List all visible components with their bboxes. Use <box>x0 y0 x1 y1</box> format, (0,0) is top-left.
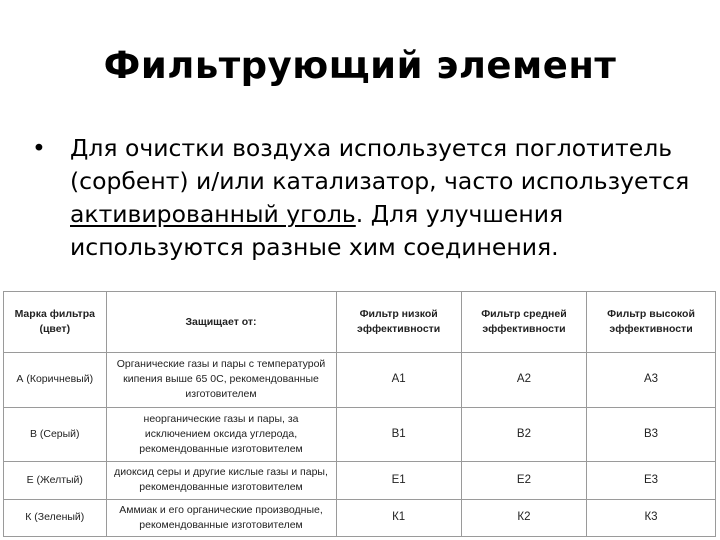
cell-low: А1 <box>336 353 461 408</box>
slide-title: Фильтрующий элемент <box>103 44 617 87</box>
bullet-text-end: . Для улучшения используются разные хим соединения. <box>70 200 564 261</box>
cell-protects: диоксид серы и другие кислые газы и пары, рекомендованные изготовителем <box>106 462 336 499</box>
cell-high: К3 <box>587 499 716 537</box>
cell-mark: В (Серый) <box>4 407 107 462</box>
table-row <box>4 353 716 408</box>
bullet-text-underlined: активированный уголь <box>70 200 356 228</box>
cell-protects: неорганические газы и пары, за исключением оксида углерода, рекомендованные изготовителем <box>106 407 336 462</box>
filter-table <box>3 291 716 537</box>
cell-high: А3 <box>587 353 716 408</box>
header-high: Фильтр высокой эффективности <box>587 292 716 353</box>
cell-low: Е1 <box>336 462 461 499</box>
filter-table-wrapper <box>3 291 716 537</box>
cell-mid: А2 <box>461 353 586 408</box>
table-row <box>4 499 716 537</box>
cell-low: К1 <box>336 499 461 537</box>
table-header-row <box>4 292 716 353</box>
cell-high: Е3 <box>587 462 716 499</box>
bullet-text <box>70 132 720 264</box>
cell-mark: А (Коричневый) <box>4 353 107 408</box>
header-mark: Марка фильтра (цвет) <box>4 292 107 353</box>
cell-mark: Е (Желтый) <box>4 462 107 499</box>
cell-mid: Е2 <box>461 462 586 499</box>
header-low: Фильтр низкой эффективности <box>336 292 461 353</box>
cell-mid: К2 <box>461 499 586 537</box>
cell-mark: К (Зеленый) <box>4 499 107 537</box>
cell-protects: Органические газы и пары с температурой кипения выше 65 0С, рекомендованные изготовителем <box>106 353 336 408</box>
table-row <box>4 462 716 499</box>
header-mid: Фильтр средней эффективности <box>461 292 586 353</box>
header-protects: Защищает от: <box>106 292 336 353</box>
cell-mid: В2 <box>461 407 586 462</box>
cell-protects: Аммиак и его органические производные, рекомендованные изготовителем <box>106 499 336 537</box>
cell-high: В3 <box>587 407 716 462</box>
bullet-text-start: Для очистки воздуха используется поглотитель (сорбент) и/или катализатор, часто используется <box>70 134 690 195</box>
bullet-marker: • <box>32 134 46 162</box>
table-row <box>4 407 716 462</box>
cell-low: В1 <box>336 407 461 462</box>
